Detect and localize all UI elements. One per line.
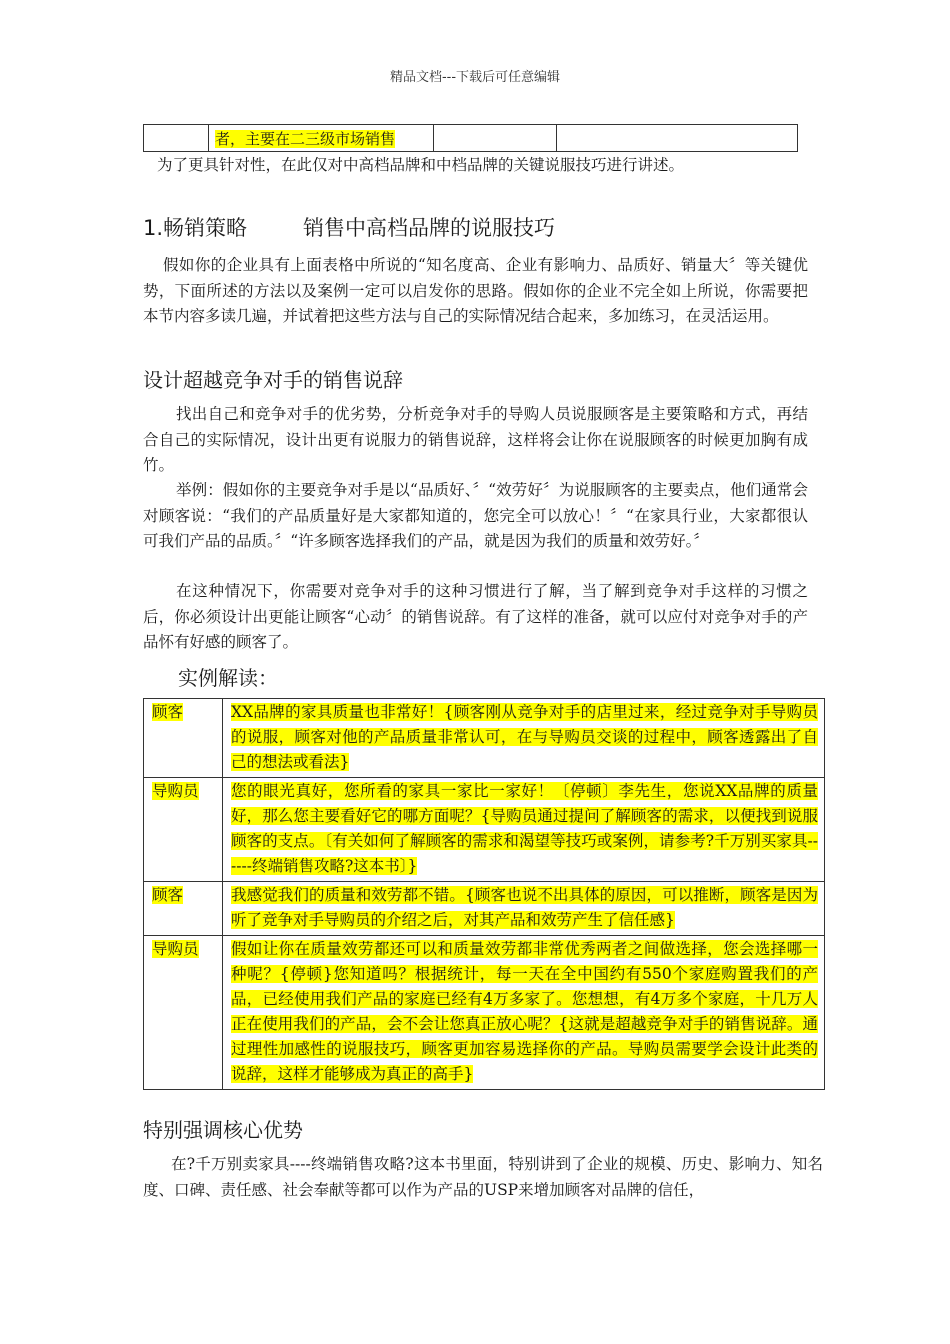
top-table-cell xyxy=(557,125,798,152)
dialog-row xyxy=(144,882,825,936)
competitor-paragraph-1: 找出自己和竞争对手的优劣势，分析竞争对手的导购人员说服顾客是主要策略和方式，再结合自己的实际情况，设计出更有说服力的销售说辞，这样将会让你在说服顾客的时候更加胸有成竹。 xyxy=(143,405,808,474)
competitor-paragraph-2: 举例：假如你的主要竞争对手是以“品质好、〞“效劳好〞为说服顾客的主要卖点，他们通常会对顾客说：“我们的产品质量好是大家都知道的，您完全可以放心！〞“在家具行业，大家都很认可我们产品的品质。〞“许多顾客选择我们的产品，就是因为我们的质量和效劳好。〞 xyxy=(143,481,808,550)
section1-paragraph: 假如你的企业具有上面表格中所说的“知名度高、企业有影响力、品质好、销量大〞等关键优势，下面所述的方法以及案例一定可以启发你的思路。假如你的企业不完全如上所说，你需要把本节内容多读几遍，并试着把这些方法与自己的实际情况结合起来，多加练习，在灵活运用。 xyxy=(143,256,808,325)
dialog-row xyxy=(144,699,825,778)
top-table-cell xyxy=(144,125,209,152)
dialog-role-cell xyxy=(144,699,223,778)
dialog-role: 顾客 xyxy=(152,886,184,904)
section-number: 1.畅销策略 xyxy=(143,216,248,240)
section-title: 销售中高档品牌的说服技巧 xyxy=(303,216,556,240)
dialog-text-cell xyxy=(223,699,825,778)
section-heading xyxy=(143,212,555,242)
competitor-paragraph-3: 在这种情况下，你需要对竞争对手的这种习惯进行了解，当了解到竞争对手这样的习惯之后，你必须设计出更能让顾客“心动〞的销售说辞。有了这样的准备，就可以应付对竞争对手的产品怀有好感的顾客了。 xyxy=(143,582,808,651)
dialog-role-cell xyxy=(144,936,223,1090)
dialog-role-cell xyxy=(144,882,223,936)
top-table xyxy=(143,124,798,152)
dialog-role: 导购员 xyxy=(152,940,199,958)
example-heading: 实例解读： xyxy=(178,666,278,690)
dialog-role: 顾客 xyxy=(152,703,184,721)
dialog-table xyxy=(143,698,825,1090)
intro-paragraph: 为了更具针对性，在此仅对中高档品牌和中档品牌的关键说服技巧进行讲述。 xyxy=(157,156,685,174)
dialog-row xyxy=(144,778,825,882)
dialog-row xyxy=(144,936,825,1090)
dialog-text-cell xyxy=(223,882,825,936)
core-advantage-paragraph: 在?千万别卖家具----终端销售攻略?这本书里面，特别讲到了企业的规模、历史、影响力、知名度、口碑、责任感、社会奉献等都可以作为产品的USP来增加顾客对品牌的信任， xyxy=(143,1155,823,1199)
dialog-text-cell xyxy=(223,778,825,882)
dialog-text-cell xyxy=(223,936,825,1090)
dialog-text: 您的眼光真好，您所看的家具一家比一家好！〔停顿〕李先生，您说XX品牌的质量好，那么您主要看好它的哪方面呢？{导购员通过提问了解顾客的需求，以便找到说服顾客的支点。〔有关如何了解顾客的需求和渴望等技巧或案例，请参考?千万别买家具------终端销售攻略?这本书〕} xyxy=(231,782,818,875)
dialog-text: XX品牌的家具质量也非常好！{顾客刚从竞争对手的店里过来，经过竞争对手导购员的说服，顾客对他的产品质量非常认可，在与导购员交谈的过程中，顾客透露出了自己的想法或看法} xyxy=(231,703,818,771)
subheading-competitor: 设计超越竞争对手的销售说辞 xyxy=(143,368,403,392)
dialog-role-cell xyxy=(144,778,223,882)
dialog-role: 导购员 xyxy=(152,782,199,800)
dialog-text: 假如让你在质量效劳都还可以和质量效劳都非常优秀两者之间做选择，您会选择哪一种呢？{停顿}您知道吗？根据统计，每一天在全中国约有550个家庭购置我们的产品，已经使用我们产品的家庭已经有4万多家了。您想想，有4万多个家庭，十几万人正在使用我们的产品，会不会让您真正放心呢？{这就是超越竞争对手的销售说辞。通过理性加感性的说服技巧，顾客更加容易选择你的产品。导购员需要学会设计此类的说辞，这样才能够成为真正的高手} xyxy=(231,940,818,1083)
top-table-text: 者，主要在二三级市场销售 xyxy=(215,129,396,148)
page-header: 精品文档---下载后可任意编辑 xyxy=(389,70,561,85)
subheading-core-advantage: 特别强调核心优势 xyxy=(143,1118,303,1142)
dialog-text: 我感觉我们的质量和效劳都不错。{顾客也说不出具体的原因，可以推断，顾客是因为听了竞争对手导购员的介绍之后，对其产品和效劳产生了信任感} xyxy=(231,886,818,929)
top-table-cell xyxy=(434,125,557,152)
top-table-cell xyxy=(209,125,434,152)
